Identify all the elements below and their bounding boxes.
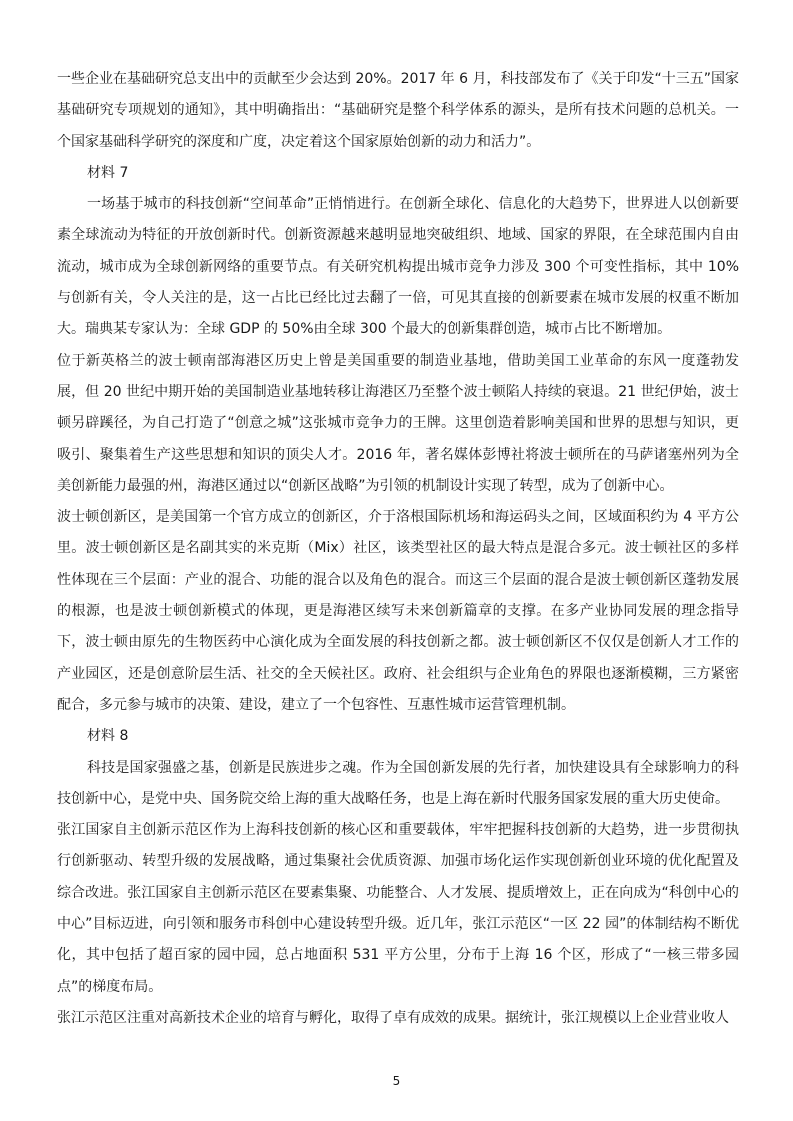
paragraph-1: 一些企业在基础研究总支出中的贡献至少会达到 20%。2017 年 6 月，科技部发布了《关于印发“十三五”国家基础研究专项规划的通知》，其中明确指出：“基础研究是整个科学体系的源头，是所有技术问题的总机关。一个国家基础科学研究的深度和广度，决定着这个国家原始创新的动力和活力”。	[57, 71, 739, 150]
paragraph-3: 一场基于城市的科技创新“空间革命”正悄悄进行。在创新全球化、信息化的大趋势下，世界进人以创新要素全球流动为特征的开放创新时代。创新资源越来越明显地突破组织、地域、国家的界限，在全球范围内自由流动，城市成为全球创新网络的重要节点。有关研究机构提出城市竞争力涉及 300 个可变性指标，其中 10%与创新有关，令人关注的是，这一占比已经比过去翻了一倍，可见其直接的创新要素在城市发展的权重不断加大。瑞典某专家认为：全球 GDP 的 50%由全球 300 个最大的创新集群创造，城市占比不断增加。	[57, 196, 739, 338]
paragraph-4: 位于新英格兰的波士顿南部海港区历史上曾是美国重要的制造业基地，借助美国工业革命的东风一度蓬勃发展，但 20 世纪中期开始的美国制造业基地转移让海港区乃至整个波士顿陷人持续的衰退。21 世纪伊始，波士顿另辟蹊径，为自己打造了“创意之城”这张城市竞争力的王牌。这里创造着影响美国和世界的思想与知识，更吸引、聚集着生产这些思想和知识的顶尖人才。2016 年，著名媒体彭博社将波士顿所在的马萨诸塞州列为全美创新能力最强的州，海港区通过以“创新区战略”为引领的机制设计实现了转型，成为了创新中心。	[57, 352, 739, 494]
section-heading-material-7: 材料 7	[87, 164, 129, 181]
section-heading-material-8: 材料 8	[87, 728, 129, 745]
paragraph-7: 科技是国家强盛之基，创新是民族进步之魂。作为全国创新发展的先行者，加快建设具有全球影响力的科技创新中心，是党中央、国务院交给上海的重大战略任务，也是上海在新时代服务国家发展的重大历史使命。	[57, 759, 739, 807]
paragraph-9: 张江示范区注重对高新技术企业的培育与孵化，取得了卓有成效的成果。据统计，张江规模以上企业营业收人	[57, 1009, 729, 1026]
paragraph-5: 波士顿创新区，是美国第一个官方成立的创新区，介于洛根国际机场和海运码头之间，区域面积约为 4 平方公里。波士顿创新区是名副其实的米克斯（Mix）社区，该类型社区的最大特点是混合多元。波士顿社区的多样性体现在三个层面：产业的混合、功能的混合以及角色的混合。而这三个层面的混合是波士顿创新区蓬勃发展的根源，也是波士顿创新模式的体现，更是海港区续写未来创新篇章的支撑。在多产业协同发展的理念指导下，波士顿由原先的生物医药中心演化成为全面发展的科技创新之都。波士顿创新区不仅仅是创新人才工作的产业园区，还是创意阶层生活、社交的全天候社区。政府、社会组织与企业角色的界限也逐渐模糊，三方紧密配合，多元参与城市的决策、建设，建立了一个包容性、互惠性城市运营管理机制。	[57, 509, 739, 713]
page-number: 5	[392, 1074, 401, 1088]
paragraph-8: 张江国家自主创新示范区作为上海科技创新的核心区和重要载体，牢牢把握科技创新的大趋势，进一步贯彻执行创新驱动、转型升级的发展战略，通过集聚社会优质资源、加强市场化运作实现创新创业环境的优化配置及综合改进。张江国家自主创新示范区在要素集聚、功能整合、人才发展、提质增效上，正在向成为“科创中心的中心”目标迈进，向引领和服务市科创中心建设转型升级。近几年，张江示范区“一区 22 园”的体制结构不断优化，其中包括了超百家的园中园，总占地面积 531 平方公里，分布于上海 16 个区，形成了“一核三带多园点”的梯度布局。	[57, 822, 739, 995]
document-body	[57, 64, 739, 1034]
